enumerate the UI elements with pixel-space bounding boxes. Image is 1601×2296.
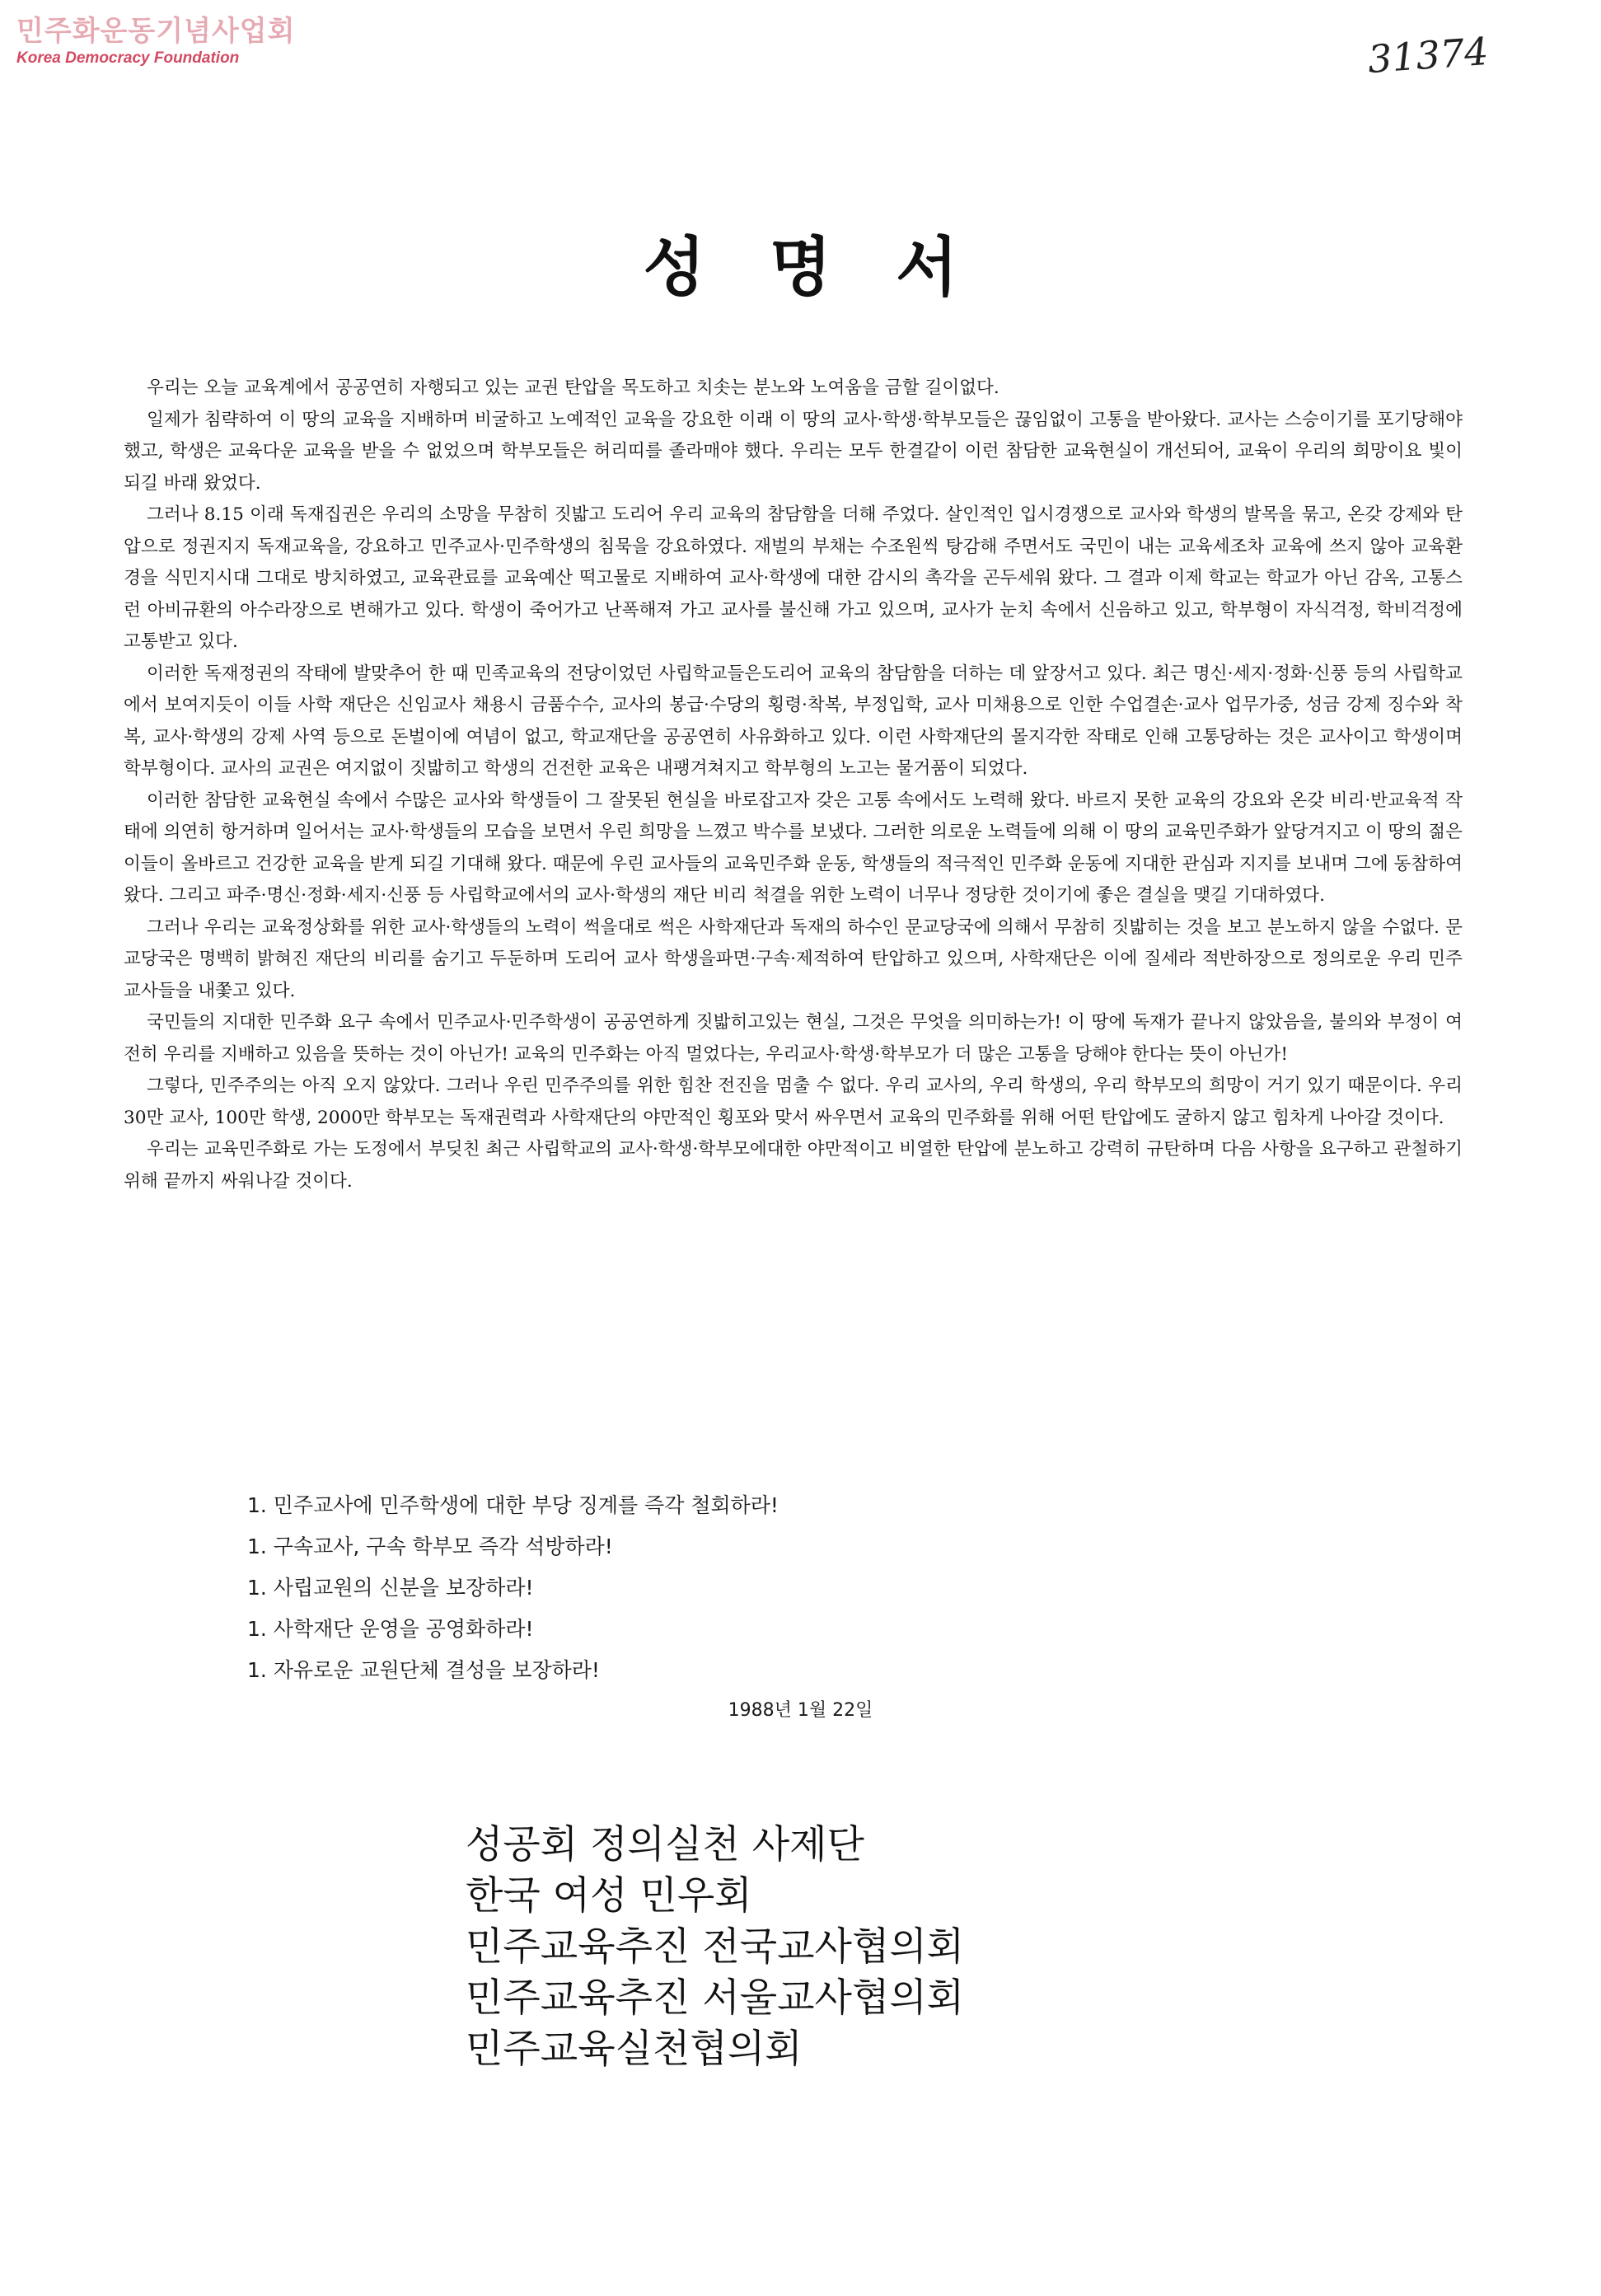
paragraph: 그렇다, 민주주의는 아직 오지 않았다. 그러나 우린 민주주의를 위한 힘찬 전진을 멈출 수 없다. 우리 교사의, 우리 학생의, 우리 학부모의 희망이 거기 있기 때문이다. 우리 30만 교사, 100만 학생, 2000만 학부모는 독재권력과 사학재단의 야만적인 횡포와 맞서 싸우면서 교육의 민주화를 위해 어떤 탄압에도 굴하지 않고 힘차게 나아갈 것이다. (124, 1075, 1463, 1128)
watermark-korean: 민주화운동기념사업회 (16, 15, 296, 48)
statement-date: 1988년 1월 22일 (728, 1700, 873, 1721)
paragraph: 그러나 우리는 교육정상화를 위한 교사·학생들의 노력이 썩을대로 썩은 사학재단과 독재의 하수인 문교당국에 의해서 무참히 짓밟히는 것을 보고 분노하지 않을 수없다. 문교당국은 명백히 밝혀진 재단의 비리를 숨기고 두둔하며 도리어 교사 학생을파면·구속·제적하여 탄압하고 있으며, 사학재단은 이에 질세라 적반하장으로 정의로운 우리 민주교사들을 내쫓고 있다. (124, 916, 1463, 1001)
signatory: 민주교육실천협의회 (466, 2027, 803, 2072)
paragraph: 우리는 오늘 교육계에서 공공연히 자행되고 있는 교권 탄압을 목도하고 치솟는 분노와 노여움을 금할 길이없다. (147, 377, 999, 398)
watermark-english: Korea Democracy Foundation (16, 49, 240, 67)
watermark-logo (16, 15, 295, 68)
paragraph: 이러한 독재정권의 작태에 발맞추어 한 때 민족교육의 전당이었던 사립학교들은도리어 교육의 참담함을 더하는 데 앞장서고 있다. 최근 명신·세지·정화·신풍 등의 사립학교에서 보여지듯이 이들 사학 재단은 신임교사 채용시 금품수수, 교사의 봉급·수당의 횡령·착복, 부정입학, 교사 미채용으로 인한 수업결손·교사 업무가중, 성금 강제 징수와 착복, 교사·학생의 강제 사역 등으로 돈벌이에 여념이 없고, 학교재단을 공공연히 사유화하고 있다. 이런 사학재단의 몰지각한 작태로 인해 고통당하는 것은 교사이고 학생이며 학부형이다. 교사의 교권은 여지없이 짓밟히고 학생의 건전한 교육은 내팽겨쳐지고 학부형의 노고는 물거품이 되었다. (124, 663, 1463, 779)
demands-list (247, 1485, 779, 1691)
signatory: 민주교육추진 전국교사협의회 (466, 1924, 965, 1970)
demand-item: 1. 사립교원의 신분을 보장하라! (247, 1576, 534, 1600)
demand-item: 1. 민주교사에 민주학생에 대한 부당 징계를 즉각 철회하라! (247, 1493, 779, 1517)
paragraph: 국민들의 지대한 민주화 요구 속에서 민주교사·민주학생이 공공연하게 짓밟히고있는 현실, 그것은 무엇을 의미하는가! 이 땅에 독재가 끝나지 않았음을, 불의와 부정이 여전히 우리를 지배하고 있음을 뜻하는 것이 아닌가! 교육의 민주화는 아직 멀었다는, 우리교사·학생·학부모가 더 많은 고통을 당해야 한다는 뜻이 아닌가! (124, 1012, 1463, 1065)
paragraph: 이러한 참담한 교육현실 속에서 수많은 교사와 학생들이 그 잘못된 현실을 바로잡고자 갖은 고통 속에서도 노력해 왔다. 바르지 못한 교육의 강요와 온갖 비리·반교육적 작태에 의연히 항거하며 일어서는 교사·학생들의 모습을 보면서 우린 희망을 느꼈고 박수를 보냈다. 그러한 의로운 노력들에 의해 이 땅의 교육민주화가 앞당겨지고 이 땅의 젊은이들이 올바르고 건강한 교육을 받게 되길 기대해 왔다. 때문에 우린 교사들의 교육민주화 운동, 학생들의 적극적인 민주화 운동에 지대한 관심과 지지를 보내며 그에 동참하여 왔다. 그리고 파주·명신·정화·세지·신풍 등 사립학교에서의 교사·학생의 재단 비리 척결을 위한 노력이 너무나 정당한 것이기에 좋은 결실을 맺길 기대하였다. (124, 790, 1463, 906)
signatory: 민주교육추진 서울교사협의회 (466, 1975, 965, 2021)
statement-body (124, 373, 1463, 1197)
demand-item: 1. 구속교사, 구속 학부모 즉각 석방하라! (247, 1535, 613, 1558)
handwritten-document-number: 31374 (1366, 28, 1491, 82)
document-title: 성명서 (643, 231, 1023, 305)
signatories-list (466, 1820, 964, 2075)
signatory: 성공회 정의실천 사제단 (466, 1822, 864, 1867)
signatory: 한국 여성 민우회 (466, 1873, 752, 1919)
demand-item: 1. 자유로운 교원단체 결성을 보장하라! (247, 1658, 600, 1682)
paragraph: 일제가 침략하여 이 땅의 교육을 지배하며 비굴하고 노예적인 교육을 강요한 이래 이 땅의 교사·학생·학부모들은 끊임없이 고통을 받아왔다. 교사는 스승이기를 포기당해야 했고, 학생은 교육다운 교육을 받을 수 없었으며 학부모들은 허리띠를 졸라매야 했다. 우리는 모두 한결같이 이런 참담한 교육현실이 개선되어, 교육이 우리의 희망이요 빛이 되길 바래 왔었다. (124, 409, 1463, 494)
paragraph: 그러나 8.15 이래 독재집권은 우리의 소망을 무참히 짓밟고 도리어 우리 교육의 참담함을 더해 주었다. 살인적인 입시경쟁으로 교사와 학생의 발목을 묶고, 온갖 강제와 탄압으로 정권지지 독재교육을, 강요하고 민주교사·민주학생의 침묵을 강요하였다. 재벌의 부채는 수조원씩 탕감해 주면서도 국민이 내는 교육세조차 교육에 쓰지 않아 교육환경을 식민지시대 그대로 방치하였고, 교육관료를 교육예산 떡고물로 지배하여 교사·학생에 대한 감시의 촉각을 곤두세워 왔다. 그 결과 이제 학교는 학교가 아닌 감옥, 고통스런 아비규환의 아수라장으로 변해가고 있다. 학생이 죽어가고 난폭해져 가고 교사를 불신해 가고 있으며, 교사가 눈치 속에서 신음하고 있고, 학부형이 자식걱정, 학비걱정에 고통받고 있다. (124, 504, 1463, 652)
paragraph: 우리는 교육민주화로 가는 도정에서 부딪친 최근 사립학교의 교사·학생·학부모에대한 야만적이고 비열한 탄압에 분노하고 강력히 규탄하며 다음 사항을 요구하고 관철하기 위해 끝까지 싸워나갈 것이다. (124, 1139, 1463, 1192)
demand-item: 1. 사학재단 운영을 공영화하라! (247, 1617, 534, 1641)
